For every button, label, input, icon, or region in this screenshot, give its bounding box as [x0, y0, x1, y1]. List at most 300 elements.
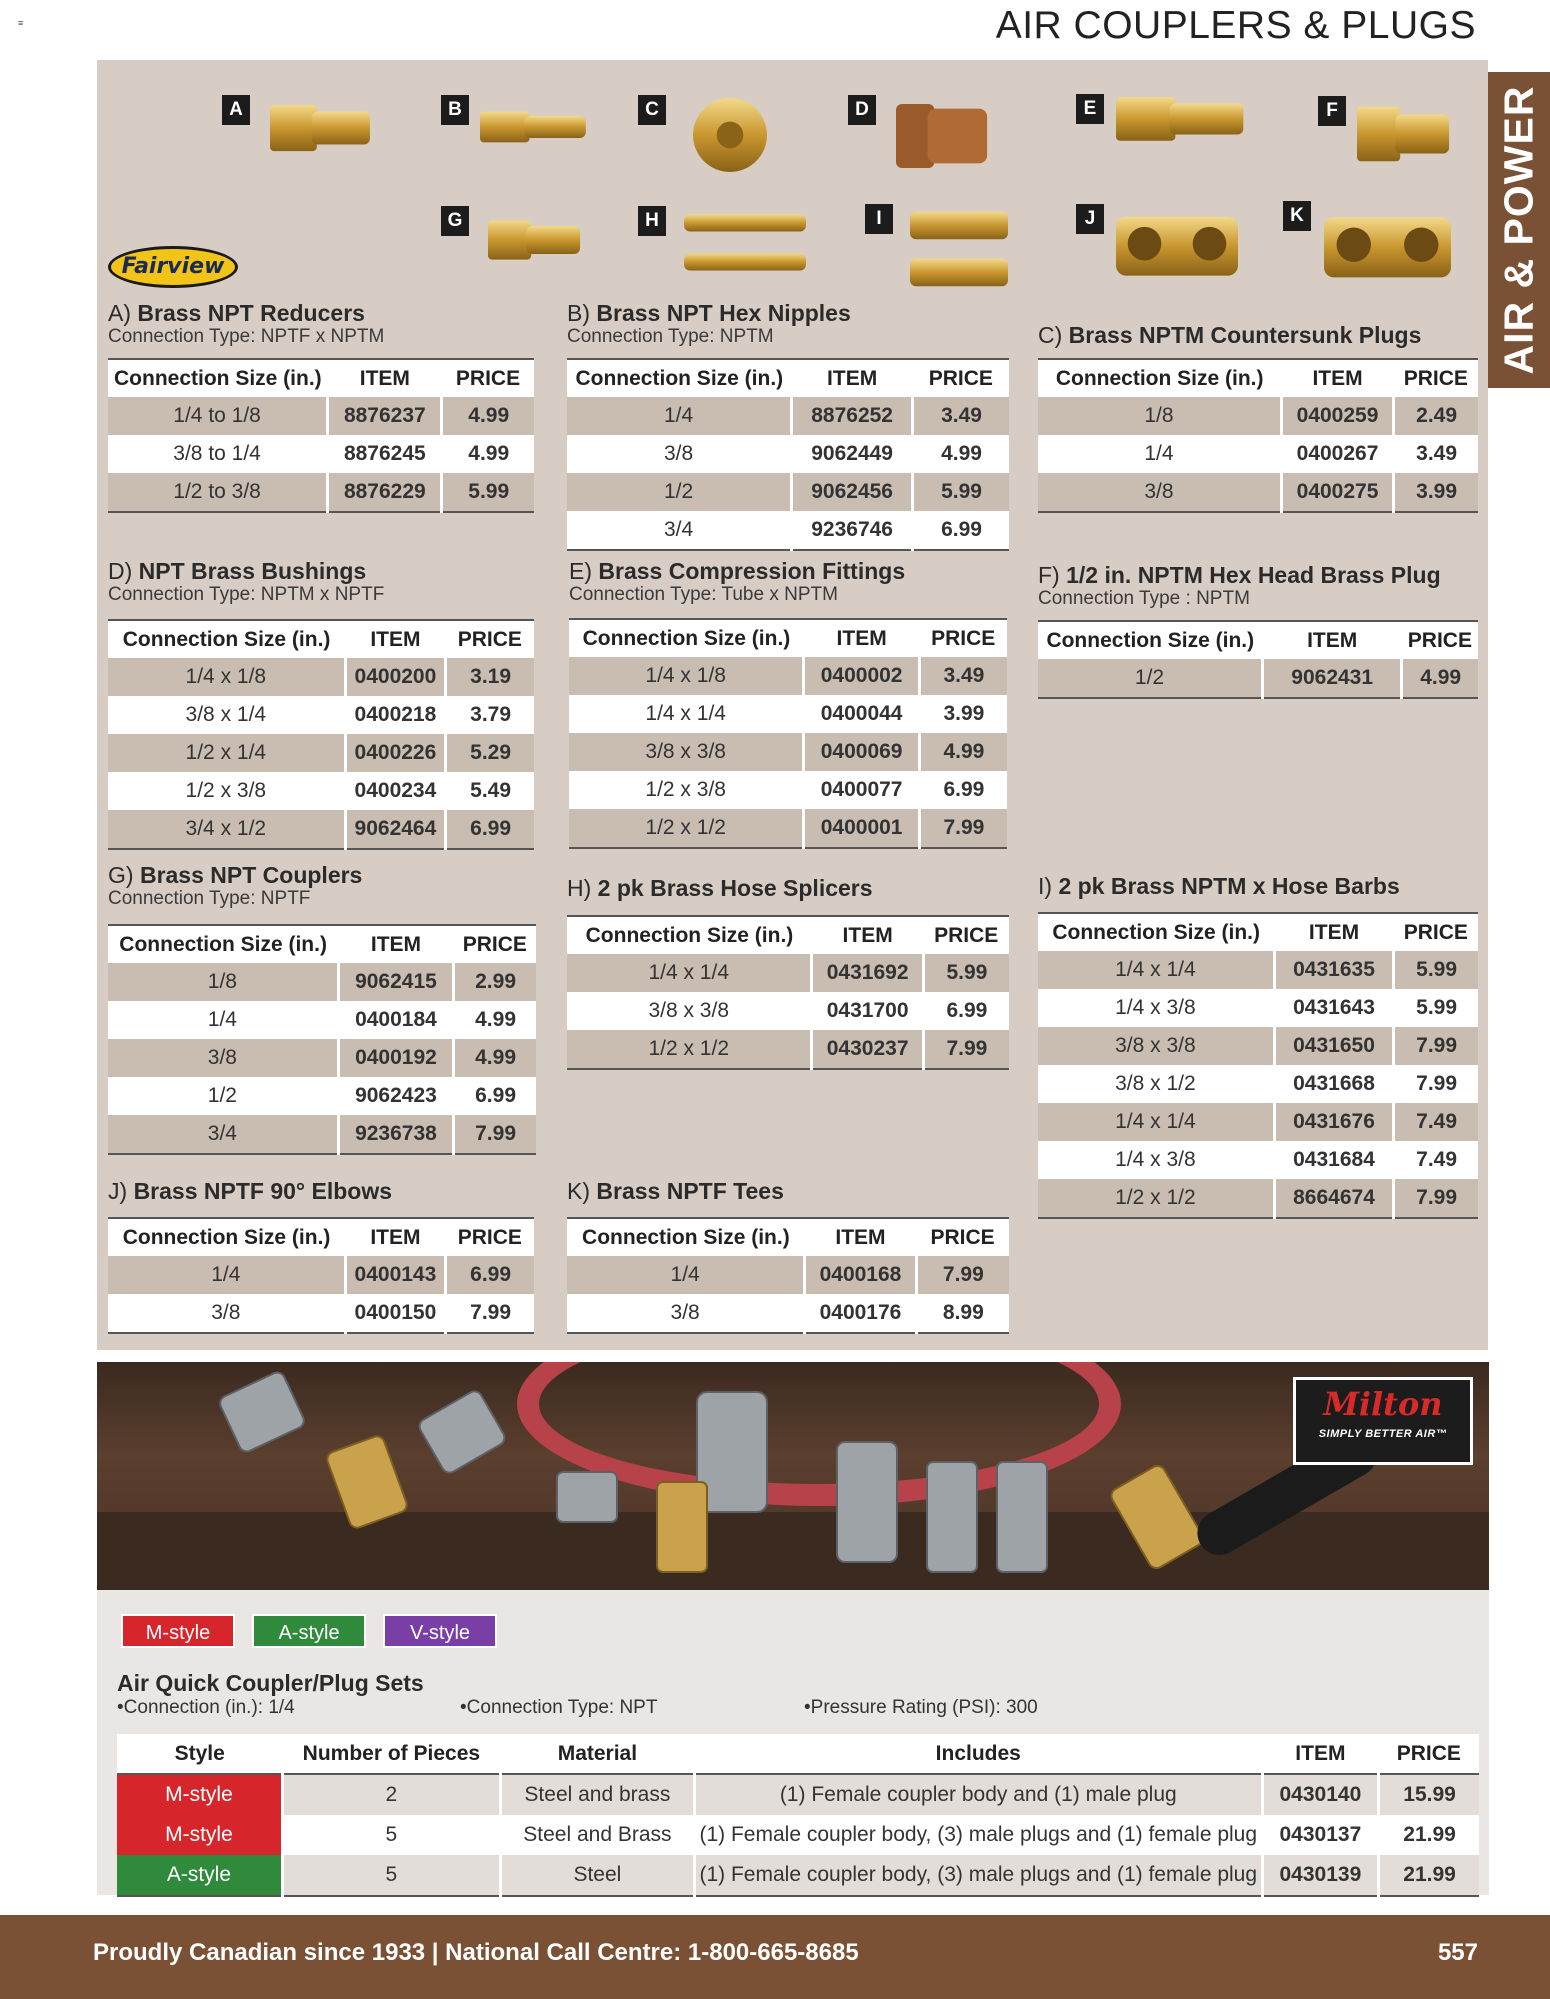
fitting-image-a — [268, 95, 372, 161]
price-cell: 6.99 — [913, 511, 1009, 550]
item-cell: 9236746 — [792, 511, 913, 550]
size-cell: 1/4 x 1/4 — [1038, 1103, 1274, 1141]
table-row — [1038, 1103, 1478, 1141]
section-title — [108, 1178, 392, 1205]
size-cell: 1/2 x 1/2 — [567, 1030, 812, 1069]
image-letter-k: K — [1283, 201, 1311, 231]
section-header-e — [569, 558, 905, 606]
table-row — [1038, 435, 1478, 473]
col-connection-size: Connection Size (in.) — [567, 359, 792, 397]
table-row — [117, 1855, 1479, 1896]
pieces-cell: 5 — [282, 1855, 500, 1896]
item-cell: 8876237 — [328, 397, 442, 435]
table-header — [1038, 621, 1478, 659]
table-row — [108, 658, 534, 696]
col-includes: Includes — [694, 1734, 1262, 1774]
price-cell: 3.49 — [919, 657, 1007, 695]
badge-a-style: A-style — [252, 1614, 366, 1648]
section-title-text: 2 pk Brass Hose Splicers — [597, 875, 873, 901]
section-title — [567, 1178, 784, 1205]
col-connection-size: Connection Size (in.) — [108, 620, 345, 658]
fitting-image-d — [894, 100, 990, 172]
size-cell: 1/2 x 3/8 — [569, 771, 804, 809]
table-row — [108, 473, 534, 512]
size-cell: 1/4 x 1/4 — [569, 695, 804, 733]
table-header — [1038, 913, 1478, 951]
size-cell: 1/4 — [567, 397, 792, 435]
table-row — [108, 696, 534, 734]
item-cell: 0400069 — [804, 733, 919, 771]
style-cell: A-style — [117, 1855, 282, 1896]
col-connection-size: Connection Size (in.) — [1038, 913, 1274, 951]
item-cell: 0431668 — [1274, 1065, 1393, 1103]
fitting-image-b — [478, 105, 588, 149]
table-row — [108, 435, 534, 473]
price-cell: 4.99 — [913, 435, 1009, 473]
sets-bullet-pressure: •Pressure Rating (PSI): 300 — [804, 1697, 1038, 1718]
col-connection-size: Connection Size (in.) — [569, 619, 804, 657]
size-cell: 3/8 x 3/8 — [567, 992, 812, 1030]
table-row — [1038, 473, 1478, 512]
table-row — [1038, 1027, 1478, 1065]
footer-contact: Proudly Canadian since 1933 | National Call Centre: 1-800-665-8685 — [93, 1939, 859, 1966]
section-letter: H) — [567, 875, 592, 901]
size-cell: 1/2 x 1/4 — [108, 734, 345, 772]
fitting-image-k — [1320, 200, 1455, 286]
price-cell: 8.99 — [916, 1294, 1009, 1333]
price-cell: 21.99 — [1379, 1855, 1479, 1896]
price-table-c — [1038, 358, 1478, 513]
price-cell: 6.99 — [919, 771, 1007, 809]
item-cell: 9062431 — [1263, 659, 1402, 698]
size-cell: 1/2 — [108, 1077, 338, 1115]
table-header — [567, 916, 1009, 954]
col-price: PRICE — [446, 620, 534, 658]
table-row — [108, 1115, 536, 1154]
material-cell: Steel — [500, 1855, 694, 1896]
size-cell: 1/8 — [1038, 397, 1281, 435]
col-connection-size: Connection Size (in.) — [108, 359, 328, 397]
item-cell: 0400259 — [1281, 397, 1393, 435]
col-connection-size: Connection Size (in.) — [1038, 621, 1263, 659]
col-price: PRICE — [1402, 621, 1478, 659]
item-cell: 0400077 — [804, 771, 919, 809]
price-cell: 4.99 — [919, 733, 1007, 771]
section-title-text: Brass NPTF Tees — [596, 1178, 784, 1204]
size-cell: 3/8 — [567, 1294, 805, 1333]
item-cell: 0431692 — [812, 954, 923, 992]
price-cell: 21.99 — [1379, 1815, 1479, 1855]
image-letter-b: B — [441, 95, 469, 125]
table-row — [1038, 659, 1478, 698]
size-cell: 3/8 — [1038, 473, 1281, 512]
corner-mark: ≡ — [18, 18, 24, 28]
section-title — [567, 300, 851, 327]
size-cell: 1/4 x 1/4 — [567, 954, 812, 992]
item-cell: 9062449 — [792, 435, 913, 473]
section-title-text: 1/2 in. NPTM Hex Head Brass Plug — [1066, 562, 1441, 588]
price-cell: 6.99 — [454, 1077, 536, 1115]
col-item: ITEM — [1274, 913, 1393, 951]
item-cell: 8664674 — [1274, 1179, 1393, 1218]
item-cell: 0430237 — [812, 1030, 923, 1069]
table-row — [569, 809, 1007, 848]
table-row — [567, 397, 1009, 435]
price-cell: 7.99 — [916, 1256, 1009, 1294]
size-cell: 1/2 — [567, 473, 792, 511]
section-letter: I) — [1038, 873, 1053, 899]
page-title: AIR COUPLERS & PLUGS — [995, 4, 1476, 47]
size-cell: 1/4 x 3/8 — [1038, 989, 1274, 1027]
item-cell: 0431676 — [1274, 1103, 1393, 1141]
item-cell: 0431650 — [1274, 1027, 1393, 1065]
section-title — [1038, 873, 1400, 900]
price-table-g — [108, 924, 536, 1155]
size-cell: 1/2 — [1038, 659, 1263, 698]
image-letter-h: H — [638, 206, 666, 236]
section-subtitle: Connection Type: NPTF — [108, 888, 311, 909]
col-price: PRICE — [919, 619, 1007, 657]
col-item: ITEM — [804, 619, 919, 657]
side-tab-label: AIR & POWER — [1495, 85, 1542, 375]
size-cell: 3/8 x 1/2 — [1038, 1065, 1274, 1103]
size-cell: 1/4 x 3/8 — [1038, 1141, 1274, 1179]
col-connection-size: Connection Size (in.) — [1038, 359, 1281, 397]
size-cell: 1/4 x 1/8 — [108, 658, 345, 696]
item-cell: 0400001 — [804, 809, 919, 848]
col-item: ITEM — [1262, 1734, 1379, 1774]
side-tab — [1488, 72, 1550, 388]
table-row — [567, 435, 1009, 473]
section-header-h — [567, 875, 873, 902]
item-cell: 9062464 — [345, 810, 446, 849]
col-item: ITEM — [345, 1218, 446, 1256]
size-cell: 1/2 to 3/8 — [108, 473, 328, 512]
size-cell: 3/8 — [567, 435, 792, 473]
price-cell: 4.99 — [454, 1039, 536, 1077]
fitting-image-g — [486, 212, 582, 268]
price-cell: 7.49 — [1394, 1103, 1478, 1141]
badge-m-style: M-style — [121, 1614, 235, 1648]
section-title — [567, 875, 873, 902]
section-letter: B) — [567, 300, 590, 326]
col-price: PRICE — [1379, 1734, 1479, 1774]
table-row — [108, 963, 536, 1001]
price-cell: 5.99 — [923, 954, 1009, 992]
table-row — [569, 733, 1007, 771]
size-cell: 3/8 x 3/8 — [569, 733, 804, 771]
sets-table — [117, 1734, 1479, 1897]
size-cell: 1/4 — [567, 1256, 805, 1294]
price-cell: 7.49 — [1394, 1141, 1478, 1179]
section-letter: K) — [567, 1178, 590, 1204]
col-item: ITEM — [345, 620, 446, 658]
pieces-cell: 2 — [282, 1774, 500, 1815]
price-cell: 4.99 — [1402, 659, 1478, 698]
price-table-d — [108, 619, 534, 850]
table-row — [567, 1256, 1009, 1294]
price-cell: 7.99 — [1394, 1027, 1478, 1065]
col-item: ITEM — [812, 916, 923, 954]
item-cell: 8876252 — [792, 397, 913, 435]
price-cell: 4.99 — [442, 435, 534, 473]
table-header — [567, 359, 1009, 397]
section-subtitle: Connection Type : NPTM — [1038, 588, 1250, 609]
price-cell: 2.49 — [1394, 397, 1478, 435]
table-header — [1038, 359, 1478, 397]
price-cell: 5.99 — [442, 473, 534, 512]
price-cell: 7.99 — [919, 809, 1007, 848]
table-row — [108, 772, 534, 810]
size-cell: 1/4 x 1/4 — [1038, 951, 1274, 989]
item-cell: 0430137 — [1262, 1815, 1379, 1855]
table-header — [108, 1218, 534, 1256]
table-header — [108, 620, 534, 658]
style-cell: M-style — [117, 1815, 282, 1855]
section-letter: E) — [569, 558, 592, 584]
image-letter-g: G — [441, 206, 469, 236]
includes-cell: (1) Female coupler body, (3) male plugs and (1) female plug — [694, 1815, 1262, 1855]
size-cell: 1/4 — [108, 1001, 338, 1039]
section-title-text: Brass Compression Fittings — [598, 558, 906, 584]
price-cell: 7.99 — [1394, 1179, 1478, 1218]
sets-title: Air Quick Coupler/Plug Sets — [117, 1670, 424, 1696]
table-row — [1038, 1065, 1478, 1103]
item-cell: 0400200 — [345, 658, 446, 696]
col-pieces: Number of Pieces — [282, 1734, 500, 1774]
col-price: PRICE — [913, 359, 1009, 397]
section-title-text: Brass NPT Hex Nipples — [596, 300, 851, 326]
fitting-image-e — [1114, 88, 1246, 150]
price-cell: 5.49 — [446, 772, 534, 810]
includes-cell: (1) Female coupler body and (1) male plug — [694, 1774, 1262, 1815]
size-cell: 1/4 — [108, 1256, 345, 1294]
size-cell: 3/8 x 3/8 — [1038, 1027, 1274, 1065]
table-row — [567, 954, 1009, 992]
price-cell: 7.99 — [1394, 1065, 1478, 1103]
table-row — [108, 734, 534, 772]
size-cell: 1/2 x 1/2 — [569, 809, 804, 848]
col-price: PRICE — [1394, 913, 1478, 951]
price-table-i — [1038, 912, 1478, 1219]
table-row — [117, 1774, 1479, 1815]
fitting-image-f — [1355, 95, 1451, 173]
size-cell: 3/4 — [108, 1115, 338, 1154]
includes-cell: (1) Female coupler body, (3) male plugs and (1) female plug — [694, 1855, 1262, 1896]
size-cell: 1/4 to 1/8 — [108, 397, 328, 435]
table-row — [108, 1256, 534, 1294]
section-title — [108, 862, 362, 889]
item-cell: 9062456 — [792, 473, 913, 511]
table-row — [567, 1294, 1009, 1333]
col-item: ITEM — [805, 1218, 916, 1256]
size-cell: 1/2 x 3/8 — [108, 772, 345, 810]
price-table-h — [567, 915, 1009, 1070]
fitting-image-j — [1112, 200, 1242, 284]
size-cell: 3/8 x 1/4 — [108, 696, 345, 734]
style-cell: M-style — [117, 1774, 282, 1815]
material-cell: Steel and brass — [500, 1774, 694, 1815]
section-title — [1038, 322, 1421, 349]
price-cell: 7.99 — [446, 1294, 534, 1333]
section-title-text: Brass NPTF 90° Elbows — [133, 1178, 393, 1204]
col-connection-size: Connection Size (in.) — [567, 1218, 805, 1256]
price-cell: 7.99 — [454, 1115, 536, 1154]
col-connection-size: Connection Size (in.) — [567, 916, 812, 954]
table-row — [567, 473, 1009, 511]
item-cell: 0400150 — [345, 1294, 446, 1333]
section-header-a — [108, 300, 384, 348]
fitting-image-h — [680, 205, 810, 283]
image-letter-f: F — [1318, 96, 1346, 126]
price-cell: 3.49 — [1394, 435, 1478, 473]
section-letter: G) — [108, 862, 134, 888]
sets-table-header — [117, 1734, 1479, 1774]
section-title-text: 2 pk Brass NPTM x Hose Barbs — [1058, 873, 1400, 899]
item-cell: 9062415 — [338, 963, 453, 1001]
milton-tagline: SIMPLY BETTER AIR™ — [1318, 1428, 1448, 1440]
item-cell: 9062423 — [338, 1077, 453, 1115]
item-cell: 0400002 — [804, 657, 919, 695]
table-row — [108, 1294, 534, 1333]
fitting-image-i — [906, 200, 1012, 298]
item-cell: 0400143 — [345, 1256, 446, 1294]
size-cell: 1/2 x 1/2 — [1038, 1179, 1274, 1218]
item-cell: 0400275 — [1281, 473, 1393, 512]
size-cell: 3/4 — [567, 511, 792, 550]
item-cell: 0400168 — [805, 1256, 916, 1294]
item-cell: 0400176 — [805, 1294, 916, 1333]
col-price: PRICE — [923, 916, 1009, 954]
price-cell: 6.99 — [923, 992, 1009, 1030]
price-cell: 4.99 — [454, 1001, 536, 1039]
col-connection-size: Connection Size (in.) — [108, 1218, 345, 1256]
col-price: PRICE — [442, 359, 534, 397]
item-cell: 0431643 — [1274, 989, 1393, 1027]
col-material: Material — [500, 1734, 694, 1774]
section-subtitle: Connection Type: Tube x NPTM — [569, 584, 838, 605]
size-cell: 3/4 x 1/2 — [108, 810, 345, 849]
milton-logo — [1293, 1377, 1473, 1465]
price-cell: 6.99 — [446, 1256, 534, 1294]
price-cell: 3.99 — [1394, 473, 1478, 512]
item-cell: 0430140 — [1262, 1774, 1379, 1815]
section-title-text: Brass NPTM Countersunk Plugs — [1068, 322, 1422, 348]
size-cell: 3/8 — [108, 1294, 345, 1333]
item-cell: 0400184 — [338, 1001, 453, 1039]
fitting-image-c — [684, 95, 776, 175]
table-row — [108, 397, 534, 435]
table-row — [567, 1030, 1009, 1069]
price-table-f — [1038, 620, 1478, 699]
price-cell: 3.99 — [919, 695, 1007, 733]
size-cell: 1/4 — [1038, 435, 1281, 473]
price-cell: 5.99 — [913, 473, 1009, 511]
size-cell: 3/8 — [108, 1039, 338, 1077]
price-table-a — [108, 358, 534, 513]
image-letter-i: I — [865, 204, 893, 234]
table-row — [108, 810, 534, 849]
price-cell: 5.29 — [446, 734, 534, 772]
item-cell: 0400044 — [804, 695, 919, 733]
section-header-c — [1038, 322, 1421, 349]
section-subtitle: Connection Type: NPTM — [567, 326, 774, 347]
table-row — [108, 1039, 536, 1077]
price-cell: 5.99 — [1394, 989, 1478, 1027]
item-cell: 0431684 — [1274, 1141, 1393, 1179]
price-cell: 15.99 — [1379, 1774, 1479, 1815]
section-letter: D) — [108, 558, 133, 584]
sets-bullet-type: •Connection Type: NPT — [460, 1697, 658, 1718]
size-cell: 1/8 — [108, 963, 338, 1001]
price-cell: 3.79 — [446, 696, 534, 734]
badge-v-style: V-style — [383, 1614, 497, 1648]
section-subtitle: Connection Type: NPTM x NPTF — [108, 584, 385, 605]
table-row — [1038, 989, 1478, 1027]
item-cell: 0400226 — [345, 734, 446, 772]
item-cell: 0400218 — [345, 696, 446, 734]
section-letter: A) — [108, 300, 131, 326]
section-header-k — [567, 1178, 784, 1205]
table-header — [567, 1218, 1009, 1256]
section-title — [108, 300, 384, 327]
size-cell: 3/8 to 1/4 — [108, 435, 328, 473]
pieces-cell: 5 — [282, 1815, 500, 1855]
page-number: 557 — [1437, 1939, 1478, 1966]
table-row — [1038, 1141, 1478, 1179]
milton-wordmark: Milton — [1323, 1385, 1443, 1423]
image-letter-a: A — [222, 95, 250, 125]
image-letter-e: E — [1076, 94, 1104, 124]
table-row — [567, 511, 1009, 550]
col-price: PRICE — [454, 925, 536, 963]
fairview-logo: Fairview — [108, 246, 238, 288]
table-row — [569, 771, 1007, 809]
item-cell: 0431635 — [1274, 951, 1393, 989]
section-header-i — [1038, 873, 1400, 900]
col-price: PRICE — [446, 1218, 534, 1256]
image-letter-c: C — [638, 95, 666, 125]
section-header-f — [1038, 562, 1441, 610]
section-letter: F) — [1038, 562, 1060, 588]
coupler-photo — [97, 1362, 1489, 1590]
table-row — [117, 1815, 1479, 1855]
section-subtitle: Connection Type: NPTF x NPTM — [108, 326, 385, 347]
col-item: ITEM — [792, 359, 913, 397]
table-header — [108, 359, 534, 397]
price-cell: 7.99 — [923, 1030, 1009, 1069]
price-table-j — [108, 1217, 534, 1334]
price-cell: 5.99 — [1394, 951, 1478, 989]
section-title — [108, 558, 384, 585]
table-row — [1038, 1179, 1478, 1218]
table-row — [108, 1077, 536, 1115]
table-row — [569, 657, 1007, 695]
footer-bar — [0, 1915, 1550, 1999]
table-row — [569, 695, 1007, 733]
item-cell: 0400192 — [338, 1039, 453, 1077]
col-item: ITEM — [338, 925, 453, 963]
price-cell: 3.19 — [446, 658, 534, 696]
section-title — [1038, 562, 1441, 589]
price-table-b — [567, 358, 1009, 551]
col-price: PRICE — [916, 1218, 1009, 1256]
item-cell: 8876229 — [328, 473, 442, 512]
table-row — [567, 992, 1009, 1030]
col-connection-size: Connection Size (in.) — [108, 925, 338, 963]
section-title-text: Brass NPT Couplers — [139, 862, 363, 888]
price-cell: 6.99 — [446, 810, 534, 849]
